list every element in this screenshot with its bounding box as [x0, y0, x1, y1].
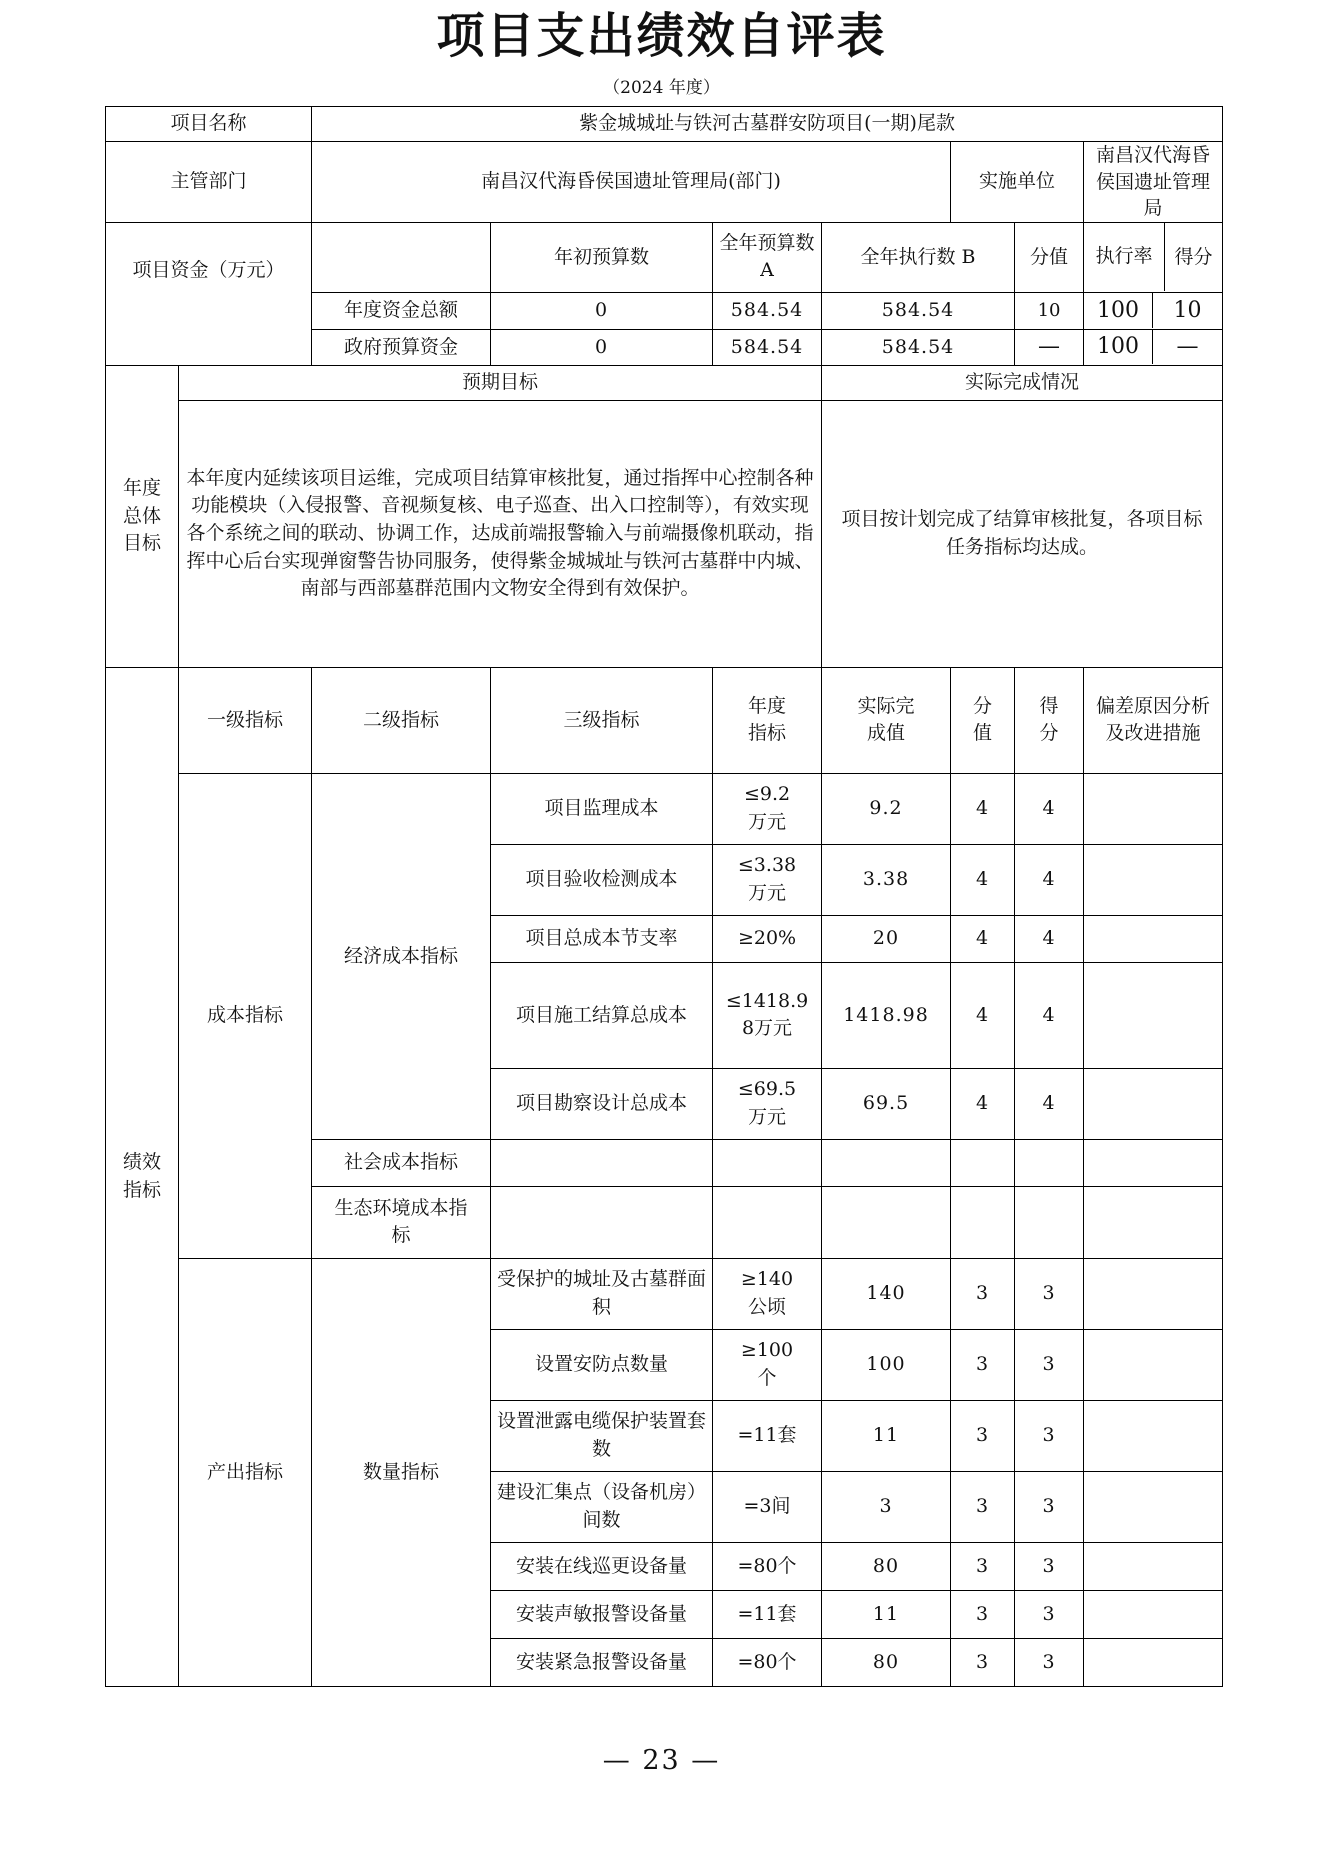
- funds-row-budget: 584.54: [713, 292, 822, 329]
- ind-header-level3: 三级指标: [491, 667, 713, 773]
- indicator-name: 设置安防点数量: [491, 1329, 713, 1400]
- cost-level1: 成本指标: [179, 773, 312, 1258]
- indicator-actual: 140: [822, 1258, 951, 1329]
- indicator-name: 项目验收检测成本: [491, 844, 713, 915]
- impl-value: 南昌汉代海昏侯国遗址管理局: [1084, 142, 1223, 223]
- indicators-header-row: [106, 667, 1223, 773]
- funds-header-rate: 执行率: [1084, 223, 1165, 291]
- indicator-name: 项目施工结算总成本: [491, 962, 713, 1068]
- dept-label: 主管部门: [106, 142, 312, 223]
- indicator-target: ≥140公顷: [713, 1258, 822, 1329]
- goals-content-row: [106, 400, 1223, 667]
- indicator-name: 项目勘察设计总成本: [491, 1068, 713, 1139]
- indicator-score-value: 3: [951, 1400, 1015, 1471]
- indicator-score-value: 3: [951, 1329, 1015, 1400]
- cost-eco-env: 生态环境成本指标: [312, 1186, 491, 1258]
- project-name-row: [106, 107, 1223, 142]
- funds-header-row: [106, 222, 1223, 292]
- indicator-name: 安装声敏报警设备量: [491, 1590, 713, 1638]
- funds-row-initial: 0: [491, 329, 713, 365]
- indicator-target: =11套: [713, 1400, 822, 1471]
- goals-actual-text: 项目按计划完成了结算审核批复，各项目标任务指标均达成。: [822, 400, 1223, 667]
- indicator-actual: 20: [822, 915, 951, 962]
- indicator-score-value: 4: [951, 773, 1015, 844]
- ind-header-actual: 实际完成值: [822, 667, 951, 773]
- indicator-row: [106, 1258, 1223, 1329]
- indicators-label: 绩效指标: [106, 667, 179, 1686]
- indicator-actual: 80: [822, 1542, 951, 1590]
- funds-header-initial: 年初预算数: [491, 222, 713, 292]
- funds-row-budget: 584.54: [713, 329, 822, 365]
- indicator-name: 安装在线巡更设备量: [491, 1542, 713, 1590]
- page-number: — 23 —: [602, 1745, 721, 1776]
- funds-header-split: [1084, 223, 1222, 291]
- funds-row-executed: 584.54: [822, 292, 1015, 329]
- indicator-deviation: [1084, 1329, 1223, 1400]
- page-title: 项目支出绩效自评表: [436, 8, 887, 64]
- indicator-deviation: [1084, 1471, 1223, 1542]
- indicator-score-value: 3: [951, 1638, 1015, 1686]
- cost-social: 社会成本指标: [312, 1139, 491, 1186]
- indicator-score: 3: [1015, 1471, 1084, 1542]
- indicator-target: ≤1418.98万元: [713, 962, 822, 1068]
- funds-row-rate: 100: [1084, 293, 1153, 328]
- funds-label: 项目资金（万元）: [106, 222, 312, 365]
- funds-row-name: 政府预算资金: [312, 329, 491, 365]
- indicator-score-value: 3: [951, 1590, 1015, 1638]
- indicator-score: 3: [1015, 1590, 1084, 1638]
- indicator-name: 项目监理成本: [491, 773, 713, 844]
- indicator-name: 安装紧急报警设备量: [491, 1638, 713, 1686]
- indicator-score: 4: [1015, 1068, 1084, 1139]
- indicator-score: 3: [1015, 1329, 1084, 1400]
- indicator-score: 4: [1015, 962, 1084, 1068]
- goals-label: 年度总体目标: [106, 365, 179, 667]
- indicator-name: 项目总成本节支率: [491, 915, 713, 962]
- indicator-target: ≤9.2万元: [713, 773, 822, 844]
- funds-row-score-value: 10: [1015, 292, 1084, 329]
- indicator-target: =80个: [713, 1542, 822, 1590]
- indicator-deviation: [1084, 1068, 1223, 1139]
- indicator-score: 3: [1015, 1400, 1084, 1471]
- funds-row-initial: 0: [491, 292, 713, 329]
- self-evaluation-table: [105, 106, 1223, 1687]
- ind-header-score-value: 分值: [951, 667, 1015, 773]
- funds-header-score-value: 分值: [1015, 222, 1084, 292]
- indicator-target: =80个: [713, 1638, 822, 1686]
- funds-header-budget: 全年预算数 A: [713, 222, 822, 292]
- impl-label: 实施单位: [951, 142, 1084, 223]
- indicator-score: 4: [1015, 844, 1084, 915]
- funds-row-rate: 100: [1084, 330, 1153, 364]
- indicator-score-value: 3: [951, 1542, 1015, 1590]
- indicator-actual: 3: [822, 1471, 951, 1542]
- indicator-target: =11套: [713, 1590, 822, 1638]
- ind-header-level2: 二级指标: [312, 667, 491, 773]
- indicator-actual: 11: [822, 1400, 951, 1471]
- indicator-score-value: 4: [951, 1068, 1015, 1139]
- indicator-actual: 69.5: [822, 1068, 951, 1139]
- indicator-actual: 9.2: [822, 773, 951, 844]
- department-row: [106, 142, 1223, 223]
- funds-row-score: 10: [1173, 297, 1202, 323]
- indicator-deviation: [1084, 1542, 1223, 1590]
- goals-expected-label: 预期目标: [179, 365, 822, 400]
- indicator-score-value: 3: [951, 1258, 1015, 1329]
- indicator-actual: 1418.98: [822, 962, 951, 1068]
- indicator-score-value: 4: [951, 844, 1015, 915]
- indicator-score: 4: [1015, 915, 1084, 962]
- goals-header-row: [106, 365, 1223, 400]
- goals-actual-label: 实际完成情况: [822, 365, 1223, 400]
- funds-blank: [312, 222, 491, 292]
- indicator-deviation: [1084, 962, 1223, 1068]
- project-name-value: 紫金城城址与铁河古墓群安防项目(一期)尾款: [312, 107, 1223, 142]
- indicator-name: 受保护的城址及古墓群面积: [491, 1258, 713, 1329]
- indicator-score-value: 4: [951, 962, 1015, 1068]
- indicator-deviation: [1084, 844, 1223, 915]
- indicator-name: 设置泄露电缆保护装置套数: [491, 1400, 713, 1471]
- ind-header-score: 得分: [1015, 667, 1084, 773]
- indicator-target: ≤69.5万元: [713, 1068, 822, 1139]
- funds-row-score: —: [1176, 334, 1199, 360]
- dept-value: 南昌汉代海昏侯国遗址管理局(部门): [312, 142, 951, 223]
- project-name-label: 项目名称: [106, 107, 312, 142]
- cost-economic: 经济成本指标: [312, 773, 491, 1139]
- indicator-deviation: [1084, 1590, 1223, 1638]
- ind-header-deviation: 偏差原因分析及改进措施: [1084, 667, 1223, 773]
- goals-expected-text: 本年度内延续该项目运维，完成项目结算审核批复，通过指挥中心控制各种功能模块（入侵报警、音视频复核、电子巡查、出入口控制等），有效实现各个系统之间的联动、协调工作，达成前端报警输入与前端摄像机联动，指挥中心后台实现弹窗警告协同服务，使得紫金城城址与铁河古墓群中内城、南部与西部墓群范围内文物安全得到有效保护。: [179, 400, 822, 667]
- indicator-target: ≤3.38万元: [713, 844, 822, 915]
- funds-header-executed: 全年执行数 B: [822, 222, 1015, 292]
- indicator-deviation: [1084, 1400, 1223, 1471]
- output-level2: 数量指标: [312, 1258, 491, 1686]
- indicator-score: 3: [1015, 1638, 1084, 1686]
- indicator-score: 4: [1015, 773, 1084, 844]
- indicator-target: ≥20%: [713, 915, 822, 962]
- ind-header-level1: 一级指标: [179, 667, 312, 773]
- indicator-deviation: [1084, 1258, 1223, 1329]
- year-label: （2024 年度）: [603, 78, 720, 98]
- indicator-score-value: 4: [951, 915, 1015, 962]
- funds-row-executed: 584.54: [822, 329, 1015, 365]
- indicator-deviation: [1084, 915, 1223, 962]
- indicator-name: 建设汇集点（设备机房）间数: [491, 1471, 713, 1542]
- indicator-actual: 100: [822, 1329, 951, 1400]
- funds-row-score-value: —: [1015, 329, 1084, 365]
- indicator-actual: 80: [822, 1638, 951, 1686]
- indicator-deviation: [1084, 1638, 1223, 1686]
- indicator-score: 3: [1015, 1542, 1084, 1590]
- indicator-row: [106, 773, 1223, 844]
- indicator-deviation: [1084, 773, 1223, 844]
- indicator-score-value: 3: [951, 1471, 1015, 1542]
- indicator-score: 3: [1015, 1258, 1084, 1329]
- funds-header-score: 得分: [1174, 245, 1213, 268]
- indicator-actual: 3.38: [822, 844, 951, 915]
- indicator-target: ≥100个: [713, 1329, 822, 1400]
- indicator-actual: 11: [822, 1590, 951, 1638]
- funds-row-name: 年度资金总额: [312, 292, 491, 329]
- output-level1: 产出指标: [179, 1258, 312, 1686]
- ind-header-target: 年度指标: [713, 667, 822, 773]
- indicator-target: =3间: [713, 1471, 822, 1542]
